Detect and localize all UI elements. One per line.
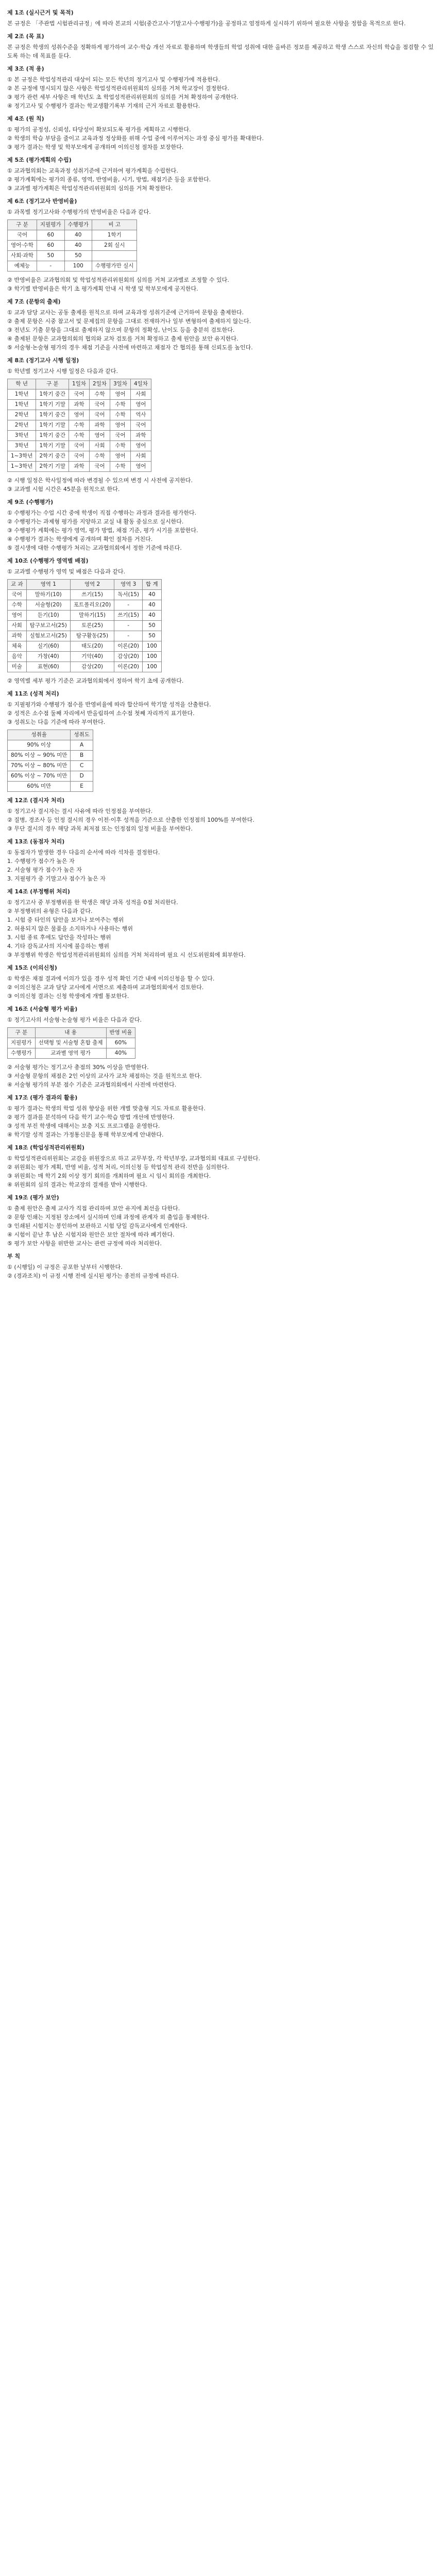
paragraph: ① 수행평가는 수업 시간 중에 학생이 직접 수행하는 과정과 결과를 평가한다. ② 수행평가는 과제형 평가를 지양하고 교실 내 활동 중심으로 실시한다. ③ 수행평가 계획에는 평가 영역, 평가 방법, 채점 기준, 평가 시기를 포함한다. ④ 수행평가 결과는 학생에게 공개하며 확인 절차를 거친다. ⑤ 결시생에 대한 수행평가 처리는 교과협의회에서 정한 기준에 따른다. bbox=[7, 510, 198, 551]
table-row bbox=[8, 261, 137, 272]
table-cell: 국어 bbox=[8, 590, 27, 600]
table-header-row bbox=[8, 580, 162, 590]
table-row bbox=[8, 662, 162, 672]
table-cell: D bbox=[71, 771, 93, 782]
table-cell: 2학년 bbox=[8, 410, 36, 420]
table-header-cell: 성취율 bbox=[8, 730, 71, 740]
table-cell: 국어 bbox=[8, 230, 37, 241]
table-cell: - bbox=[114, 600, 143, 611]
table-header-cell: 성취도 bbox=[71, 730, 93, 740]
table-cell: 국어 bbox=[130, 420, 151, 431]
table-cell: 60% 이상 ~ 70% 미만 bbox=[8, 771, 71, 782]
table-cell: 1학기 중간 bbox=[36, 431, 69, 441]
table-cell: 수학 bbox=[110, 441, 130, 451]
table-cell: B bbox=[71, 751, 93, 761]
data-table bbox=[7, 1027, 135, 1059]
table-cell: 2학년 bbox=[8, 420, 36, 431]
table-row bbox=[8, 1038, 135, 1048]
table-cell: 2회 실시 bbox=[92, 241, 137, 251]
table-row bbox=[8, 451, 151, 462]
table-cell: 수학 bbox=[90, 451, 110, 462]
table-cell: 1학기 bbox=[92, 230, 137, 241]
table-row bbox=[8, 462, 151, 472]
table-cell: 40 bbox=[143, 590, 162, 600]
table-cell: 영어 bbox=[110, 389, 130, 400]
table-row bbox=[8, 389, 151, 400]
table-cell: 실험보고서(25) bbox=[26, 631, 70, 641]
paragraph: ① 학생은 채점 결과에 이의가 있을 경우 성적 확인 기간 내에 이의신청을 할 수 있다. ② 이의신청은 교과 담당 교사에게 서면으로 제출하며 교과협의회에서 검토한다. ③ 이의신청 결과는 신청 학생에게 개별 통보한다. bbox=[7, 975, 215, 999]
section-heading: 제 4조 (원 칙) bbox=[7, 115, 44, 122]
section-heading: 제 14조 (부정행위 처리) bbox=[7, 888, 70, 895]
paragraph: ① 교과협의회는 교육과정 성취기준에 근거하여 평가계획을 수립한다. ② 평가계획에는 평가의 종류, 영역, 반영비율, 시기, 방법, 채점기준 등을 포함한다. ③ 교과별 평가계획은 학업성적관리위원회의 심의를 거쳐 확정한다. bbox=[7, 167, 211, 192]
paragraph: ② 영역별 세부 평가 기준은 교과협의회에서 정하여 학기 초에 공개한다. bbox=[7, 677, 184, 684]
table-row bbox=[8, 1048, 135, 1059]
table-header-row bbox=[8, 379, 151, 389]
table-header-cell: 내 용 bbox=[35, 1028, 106, 1038]
section-heading: 제 12조 (결시자 처리) bbox=[7, 797, 65, 804]
data-table bbox=[7, 579, 162, 672]
paragraph: ① 정기고사 중 부정행위를 한 학생은 해당 과목 성적을 0점 처리한다. ② 부정행위의 유형은 다음과 같다. 1. 시험 중 타인의 답안을 보거나 보여주는 행위 2. 허용되지 않은 물품을 소지하거나 사용하는 행위 3. 시험 종료 후에도 답안을 작성하는 행위 4. 기타 감독교사의 지시에 불응하는 행위 ③ 부정행위 학생은 학업성적관리위원회의 심의를 거쳐 처리하며 필요 시 선도위원회에 회부한다. bbox=[7, 899, 246, 958]
table-cell: 영어 bbox=[130, 441, 151, 451]
data-table bbox=[7, 219, 137, 272]
table-row bbox=[8, 761, 93, 771]
paragraph: ① 정기고사의 서술형·논술형 평가 비율은 다음과 같다. bbox=[7, 1016, 142, 1023]
table-cell: 100 bbox=[64, 261, 92, 272]
table-cell: 50 bbox=[37, 251, 64, 261]
table-cell: 50 bbox=[64, 251, 92, 261]
paragraph: ① 평가 결과는 학생의 학업 성취 향상을 위한 개별 맞춤형 지도 자료로 활용한다. ② 평가 결과를 분석하여 다음 학기 교수·학습 방법 개선에 반영한다. ③ 성적 부진 학생에 대해서는 보충 지도 프로그램을 운영한다. ④ 학기말 성적 결과는 가정통신문을 통해 학부모에게 안내한다. bbox=[7, 1105, 206, 1138]
table-cell: 음악 bbox=[8, 652, 27, 662]
table-cell: 포트폴리오(20) bbox=[70, 600, 114, 611]
section-heading: 제 9조 (수행평가) bbox=[7, 499, 54, 505]
table-cell: 감상(20) bbox=[114, 652, 143, 662]
table-row bbox=[8, 631, 162, 641]
table-header-cell: 반영 비율 bbox=[106, 1028, 135, 1038]
table-cell: 쓰기(15) bbox=[114, 611, 143, 621]
section-heading: 제 7조 (문항의 출제) bbox=[7, 298, 61, 305]
table-cell: 예체능 bbox=[8, 261, 37, 272]
paragraph: ② 서술형 평가는 정기고사 총점의 30% 이상을 반영한다. ③ 서술형 문항의 채점은 2인 이상의 교사가 교차 채점하는 것을 원칙으로 한다. ④ 서술형 평가의 부분 점수 기준은 교과협의회에서 사전에 마련한다. bbox=[7, 1064, 202, 1088]
table-cell: 수학 bbox=[90, 389, 110, 400]
table-row bbox=[8, 652, 162, 662]
section-heading: 제 16조 (서술형 평가 비율) bbox=[7, 1006, 78, 1012]
table-row bbox=[8, 441, 151, 451]
table-cell: 70% 이상 ~ 80% 미만 bbox=[8, 761, 71, 771]
table-cell: 듣기(10) bbox=[26, 611, 70, 621]
table-cell: 과학 bbox=[130, 431, 151, 441]
table-cell: 40 bbox=[143, 611, 162, 621]
data-table bbox=[7, 379, 151, 472]
table-cell: 미술 bbox=[8, 662, 27, 672]
table-cell: - bbox=[37, 261, 64, 272]
table-header-row bbox=[8, 1028, 135, 1038]
table-cell: 이론(20) bbox=[114, 641, 143, 652]
paragraph: ① 출제 원안은 출제 교사가 직접 관리하며 보안 유지에 최선을 다한다. ② 문항 인쇄는 지정된 장소에서 실시하며 인쇄 과정에 관계자 외 출입을 통제한다. ③ 인쇄된 시험지는 봉인하여 보관하고 시험 당일 감독교사에게 인계한다. ④ 시험이 끝난 후 남은 시험지와 원안은 보안 절차에 따라 폐기한다. ⑤ 평가 보안 사항을 위반한 교사는 관련 규정에 따라 처리한다. bbox=[7, 1205, 209, 1247]
table-header-cell: 구 분 bbox=[8, 1028, 36, 1038]
table-row bbox=[8, 740, 93, 751]
table-row bbox=[8, 431, 151, 441]
table-row bbox=[8, 771, 93, 782]
table-cell: 60% 미만 bbox=[8, 782, 71, 792]
table-cell: 수학 bbox=[110, 410, 130, 420]
table-cell: 60 bbox=[37, 230, 64, 241]
table-cell: 100 bbox=[143, 652, 162, 662]
table-row bbox=[8, 590, 162, 600]
table-cell: 체육 bbox=[8, 641, 27, 652]
table-cell: 국어 bbox=[90, 462, 110, 472]
section-heading: 제 2조 (목 표) bbox=[7, 33, 44, 40]
table-header-cell: 구 분 bbox=[8, 220, 37, 230]
paragraph: ① 동점자가 발생한 경우 다음의 순서에 따라 석차를 결정한다. 1. 수행평가 점수가 높은 자 2. 서술형 평가 점수가 높은 자 3. 지필평가 중 기말고사 점수가 높은 자 bbox=[7, 849, 160, 882]
table-cell: 기악(40) bbox=[70, 652, 114, 662]
table-cell: 1학년 bbox=[8, 400, 36, 410]
table-cell: 60 bbox=[37, 241, 64, 251]
table-header-cell: 1일차 bbox=[69, 379, 90, 389]
table-cell: 영어 bbox=[130, 462, 151, 472]
table-cell: 국어 bbox=[90, 400, 110, 410]
table-cell: 과학 bbox=[8, 631, 27, 641]
table-cell: 수학 bbox=[69, 420, 90, 431]
table-cell: 국어 bbox=[69, 389, 90, 400]
table-cell: 선택형 및 서술형 혼합 출제 bbox=[35, 1038, 106, 1048]
table-cell: 서술형(20) bbox=[26, 600, 70, 611]
table-cell: 감상(20) bbox=[70, 662, 114, 672]
table-row bbox=[8, 621, 162, 631]
table-cell: 쓰기(15) bbox=[70, 590, 114, 600]
table-row bbox=[8, 410, 151, 420]
table-cell bbox=[92, 251, 137, 261]
table-cell: C bbox=[71, 761, 93, 771]
table-cell: 1학기 중간 bbox=[36, 410, 69, 420]
paragraph: ① 학년별 정기고사 시행 일정은 다음과 같다. bbox=[7, 368, 118, 375]
table-cell: 1~3학년 bbox=[8, 462, 36, 472]
table-cell: 교과별 영역 평가 bbox=[35, 1048, 106, 1059]
table-header-cell: 3일차 bbox=[110, 379, 130, 389]
table-header-cell: 영역 1 bbox=[26, 580, 70, 590]
table-header-cell: 구 분 bbox=[36, 379, 69, 389]
table-cell: 실기(60) bbox=[26, 641, 70, 652]
table-cell: - bbox=[114, 621, 143, 631]
table-cell: 50 bbox=[143, 631, 162, 641]
table-cell: 토론(25) bbox=[70, 621, 114, 631]
table-cell: 사회 bbox=[90, 441, 110, 451]
table-cell: 사회·과학 bbox=[8, 251, 37, 261]
table-cell: 영어 bbox=[69, 410, 90, 420]
paragraph: ① (시행일) 이 규정은 공포한 날부터 시행한다. ② (경과조치) 이 규정 시행 전에 실시된 평가는 종전의 규정에 따른다. bbox=[7, 1264, 179, 1279]
table-cell: 탐구활동(25) bbox=[70, 631, 114, 641]
table-cell: 과학 bbox=[69, 400, 90, 410]
table-header-row bbox=[8, 730, 93, 740]
table-row bbox=[8, 611, 162, 621]
table-cell: 과학 bbox=[90, 420, 110, 431]
table-cell: 1학년 bbox=[8, 389, 36, 400]
table-cell: 40 bbox=[64, 241, 92, 251]
table-cell: 수학 bbox=[110, 462, 130, 472]
paragraph: 본 규정은 「주관법 시험관리규정」에 따라 본교의 시험(중간고사·기말고사·수행평가)을 공정하고 엄정하게 실시하기 위하여 필요한 사항을 정함을 목적으로 한다. bbox=[7, 20, 406, 27]
table-cell: 수행평가 bbox=[8, 1048, 36, 1059]
table-cell: 60% bbox=[106, 1038, 135, 1048]
table-cell: 영어 bbox=[110, 420, 130, 431]
table-header-cell: 비 고 bbox=[92, 220, 137, 230]
table-cell: 수학 bbox=[110, 400, 130, 410]
table-cell: 역사 bbox=[130, 410, 151, 420]
section-heading: 부 칙 bbox=[7, 1253, 21, 1260]
table-cell: 2학기 중간 bbox=[36, 451, 69, 462]
table-header-cell: 학 년 bbox=[8, 379, 36, 389]
table-cell: 표현(60) bbox=[26, 662, 70, 672]
table-cell: 국어 bbox=[110, 431, 130, 441]
section-heading: 제 1조 (실시근거 및 목적) bbox=[7, 9, 74, 16]
table-cell: 3학년 bbox=[8, 441, 36, 451]
section-heading: 제 15조 (이의신청) bbox=[7, 964, 57, 971]
paragraph: ① 지필평가와 수행평가 점수를 반영비율에 따라 합산하여 학기말 성적을 산출한다. ② 성적은 소수점 둘째 자리에서 반올림하여 소수점 첫째 자리까지 표기한다. ③ 성취도는 다음 기준에 따라 부여한다. bbox=[7, 701, 211, 725]
table-row bbox=[8, 782, 93, 792]
table-cell: 50 bbox=[143, 621, 162, 631]
paragraph: ① 평가의 공정성, 신뢰성, 타당성이 확보되도록 평가를 계획하고 시행한다. ② 학생의 학습 부담을 줄이고 교육과정 정상화를 위해 수업 중에 이루어지는 과정 중심 평가를 확대한다. ③ 평가 결과는 학생 및 학부모에게 공개하며 이의신청 절차를 보장한다. bbox=[7, 126, 264, 150]
table-cell: 말하기(10) bbox=[26, 590, 70, 600]
table-cell: 40 bbox=[143, 600, 162, 611]
table-cell: 영어·수학 bbox=[8, 241, 37, 251]
paragraph: ① 정기고사 결시자는 결시 사유에 따라 인정점을 부여한다. ② 질병, 경조사 등 인정 결시의 경우 이전·이후 성적을 기준으로 산출한 인정점의 100%를 부여한다. ③ 무단 결시의 경우 해당 과목 최저점 또는 인정점의 일정 비율을 부여한다. bbox=[7, 808, 254, 832]
table-cell: 1학기 중간 bbox=[36, 389, 69, 400]
table-cell: 수행평가만 실시 bbox=[92, 261, 137, 272]
section-heading: 제 13조 (동점자 처리) bbox=[7, 838, 65, 845]
table-row bbox=[8, 600, 162, 611]
table-cell: 영어 bbox=[90, 431, 110, 441]
table-header-cell: 수행평가 bbox=[64, 220, 92, 230]
table-row bbox=[8, 230, 137, 241]
table-cell: 영어 bbox=[8, 611, 27, 621]
table-cell: 과학 bbox=[69, 462, 90, 472]
table-cell: 태도(20) bbox=[70, 641, 114, 652]
section-heading: 제 19조 (평가 보안) bbox=[7, 1194, 59, 1201]
table-cell: 이론(20) bbox=[114, 662, 143, 672]
table-cell: 영어 bbox=[110, 451, 130, 462]
section-heading: 제 18조 (학업성적관리위원회) bbox=[7, 1144, 84, 1151]
paragraph: ① 교과별 수행평가 영역 및 배점은 다음과 같다. bbox=[7, 568, 126, 575]
table-cell: 80% 이상 ~ 90% 미만 bbox=[8, 751, 71, 761]
section-heading: 제 6조 (정기고사 반영비율) bbox=[7, 198, 77, 205]
table-cell: 40% bbox=[106, 1048, 135, 1059]
table-cell: 40 bbox=[64, 230, 92, 241]
table-cell: 100 bbox=[143, 641, 162, 652]
paragraph: ① 본 규정은 학업성적관리 대상이 되는 모든 학년의 정기고사 및 수행평가에 적용한다. ② 본 규정에 명시되지 않은 사항은 학업성적관리위원회의 심의를 거쳐 학교장이 결정한다. ③ 평가 관련 세부 사항은 매 학년도 초 학업성적관리위원회의 심의를 거쳐 확정하여 공개한다. ④ 정기고사 및 수행평가 결과는 학교생활기록부 기재의 근거 자료로 활용한다. bbox=[7, 76, 238, 109]
table-cell: 수학 bbox=[69, 431, 90, 441]
table-cell: 100 bbox=[143, 662, 162, 672]
table-cell: 국어 bbox=[90, 410, 110, 420]
data-table bbox=[7, 730, 93, 792]
table-cell: 지필평가 bbox=[8, 1038, 36, 1048]
section-heading: 제 17조 (평가 결과의 활용) bbox=[7, 1094, 78, 1101]
table-cell: 수학 bbox=[8, 600, 27, 611]
table-cell: 국어 bbox=[69, 441, 90, 451]
table-cell: A bbox=[71, 740, 93, 751]
table-header-cell: 영역 3 bbox=[114, 580, 143, 590]
section-heading: 제 8조 (정기고사 시행 일정) bbox=[7, 357, 79, 364]
paragraph: ② 시행 일정은 학사일정에 따라 변경될 수 있으며 변경 시 사전에 공지한다. ③ 교과별 시험 시간은 45분을 원칙으로 한다. bbox=[7, 477, 193, 493]
table-cell: - bbox=[114, 631, 143, 641]
table-cell: 1학기 기말 bbox=[36, 400, 69, 410]
section-heading: 제 11조 (성적 처리) bbox=[7, 690, 59, 697]
table-cell: 1학기 기말 bbox=[36, 420, 69, 431]
table-row bbox=[8, 751, 93, 761]
table-header-cell: 영역 2 bbox=[70, 580, 114, 590]
table-cell: 1~3학년 bbox=[8, 451, 36, 462]
table-row bbox=[8, 641, 162, 652]
table-cell: 3학년 bbox=[8, 431, 36, 441]
table-header-cell: 4일차 bbox=[130, 379, 151, 389]
paragraph: ① 교과 담당 교사는 공동 출제를 원칙으로 하며 교육과정 성취기준에 근거하여 문항을 출제한다. ② 출제 문항은 시중 참고서 및 문제집의 문항을 그대로 전재하거나 일부 변형하여 출제하지 않는다. ③ 전년도 기출 문항을 그대로 출제하지 않으며 문항의 정확성, 난이도 등을 충분히 검토한다. ④ 출제된 문항은 교과협의회의 협의와 교차 검토를 거쳐 확정하고 출제 원안을 보안 유지한다. ⑤ 서술형·논술형 평가의 경우 채점 기준을 사전에 마련하고 채점자 간 협의를 통해 신뢰도를 높인다. bbox=[7, 309, 253, 351]
table-cell: 탐구보고서(25) bbox=[26, 621, 70, 631]
table-cell: 말하기(15) bbox=[70, 611, 114, 621]
table-header-row bbox=[8, 220, 137, 230]
table-cell: 90% 이상 bbox=[8, 740, 71, 751]
table-row bbox=[8, 420, 151, 431]
table-header-cell: 지필평가 bbox=[37, 220, 64, 230]
paragraph: 본 규정은 학생의 성취수준을 정확하게 평가하여 교수·학습 개선 자료로 활용하며 학생들의 학업 성취에 대한 올바른 정보를 제공하고 학생 스스로 자신의 학습을 점검할 수 있도록 하는 데 목표를 둔다. bbox=[7, 44, 434, 59]
table-header-cell: 2일차 bbox=[90, 379, 110, 389]
table-cell: 사회 bbox=[130, 451, 151, 462]
table-cell: 국어 bbox=[69, 451, 90, 462]
paragraph: ② 반영비율은 교과협의회 및 학업성적관리위원회의 심의를 거쳐 교과별로 조정할 수 있다. ③ 학기별 반영비율은 학기 초 평가계획 안내 시 학생 및 학부모에게 공지한다. bbox=[7, 277, 229, 292]
table-cell: 가창(40) bbox=[26, 652, 70, 662]
table-cell: 2학기 기말 bbox=[36, 462, 69, 472]
table-row bbox=[8, 251, 137, 261]
table-row bbox=[8, 400, 151, 410]
table-cell: 1학기 기말 bbox=[36, 441, 69, 451]
table-header-cell: 합 계 bbox=[143, 580, 162, 590]
section-heading: 제 5조 (평가계획의 수립) bbox=[7, 157, 72, 163]
table-cell: 영어 bbox=[130, 400, 151, 410]
section-heading: 제 10조 (수행평가 영역별 배점) bbox=[7, 557, 89, 564]
paragraph: ① 학업성적관리위원회는 교감을 위원장으로 하고 교무부장, 각 학년부장, 교과협의회 대표로 구성한다. ② 위원회는 평가 계획, 반영 비율, 성적 처리, 이의신청 등 학업성적 관리 전반을 심의한다. ③ 위원회는 매 학기 2회 이상 정기 회의를 개최하며 필요 시 임시 회의를 개최한다. ④ 위원회의 심의 결과는 학교장의 결재를 받아 시행한다. bbox=[7, 1155, 260, 1188]
table-cell: E bbox=[71, 782, 93, 792]
table-header-cell: 교 과 bbox=[8, 580, 27, 590]
table-cell: 사회 bbox=[8, 621, 27, 631]
table-cell: 독서(15) bbox=[114, 590, 143, 600]
table-cell: 사회 bbox=[130, 389, 151, 400]
table-row bbox=[8, 241, 137, 251]
paragraph: ① 과목별 정기고사와 수행평가의 반영비율은 다음과 같다. bbox=[7, 209, 151, 215]
section-heading: 제 3조 (적 용) bbox=[7, 65, 44, 72]
